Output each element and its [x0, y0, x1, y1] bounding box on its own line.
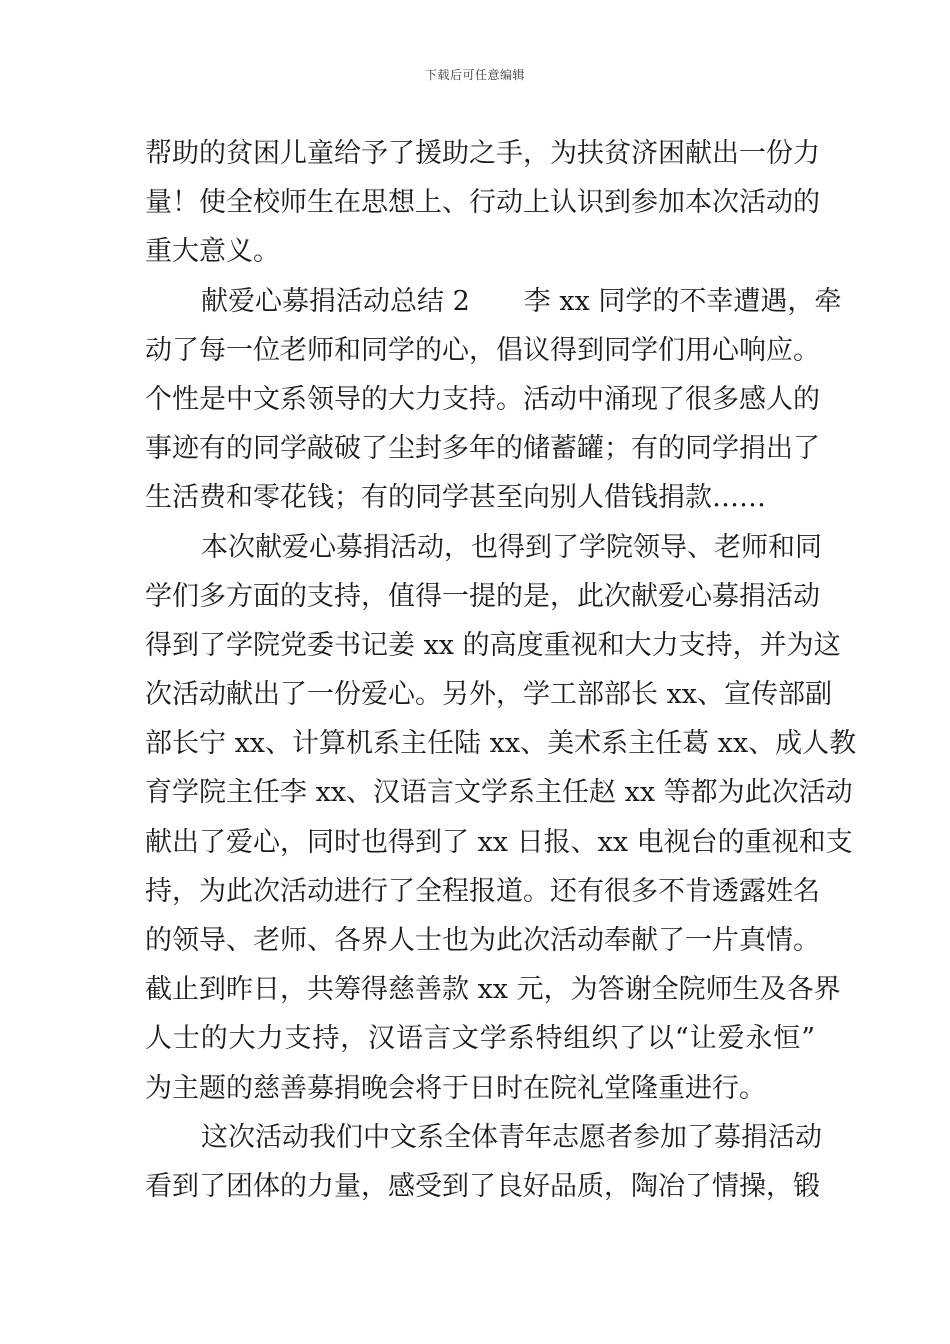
text-line: 部长宁 xx、计算机系主任陆 xx、美术系主任葛 xx、成人教 — [145, 728, 857, 760]
text-line: 截止到昨日，共筹得慈善款 xx 元，为答谢全院师生及各界 — [145, 974, 841, 1006]
text-line: 献爱心募捐活动总结 2 李 xx 同学的不幸遭遇，牵 — [201, 285, 842, 317]
page-header: 下载后可任意编辑 — [424, 68, 525, 82]
document-body — [145, 129, 857, 1211]
text-line: 献出了爱心，同时也得到了 xx 日报、xx 电视台的重视和支 — [145, 826, 853, 858]
text-line: 量！使全校师生在思想上、行动上认识到参加本次活动的 — [145, 187, 820, 219]
text-line: 看到了团体的力量，感受到了良好品质，陶冶了情操，锻 — [145, 1170, 820, 1202]
text-line: 这次活动我们中文系全体青年志愿者参加了募捐活动 — [201, 1121, 822, 1153]
text-line: 本次献爱心募捐活动，也得到了学院领导、老师和同 — [201, 531, 822, 563]
text-line: 学们多方面的支持，值得一提的是，此次献爱心募捐活动 — [145, 580, 820, 612]
text-line: 育学院主任李 xx、汉语言文学系主任赵 xx 等都为此次活动 — [145, 777, 853, 809]
text-line: 帮助的贫困儿童给予了援助之手，为扶贫济困献出一份力 — [145, 138, 820, 169]
text-line: 得到了学院党委书记姜 xx 的高度重视和大力支持，并为这 — [145, 629, 841, 661]
text-line: 重大意义。 — [145, 236, 280, 268]
text-line: 为主题的慈善募捐晚会将于日时在院礼堂隆重进行。 — [145, 1072, 766, 1104]
text-line: 人士的大力支持，汉语言文学系特组织了以“让爱永恒” — [145, 1023, 815, 1055]
text-line: 持，为此次活动进行了全程报道。还有很多不肯透露姓名 — [145, 875, 820, 907]
text-line: 的领导、老师、各界人士也为此次活动奉献了一片真情。 — [145, 925, 820, 956]
text-line: 动了每一位老师和同学的心，倡议得到同学们用心响应。 — [145, 334, 820, 366]
text-line: 个性是中文系领导的大力支持。活动中涌现了很多感人的 — [145, 383, 820, 415]
text-line: 次活动献出了一份爱心。另外，学工部部长 xx、宣传部副 — [145, 679, 833, 711]
text-line: 生活费和零花钱；有的同学甚至向别人借钱捐款…… — [145, 482, 766, 514]
text-line: 事迹有的同学敲破了尘封多年的储蓄罐；有的同学捐出了 — [145, 433, 820, 465]
